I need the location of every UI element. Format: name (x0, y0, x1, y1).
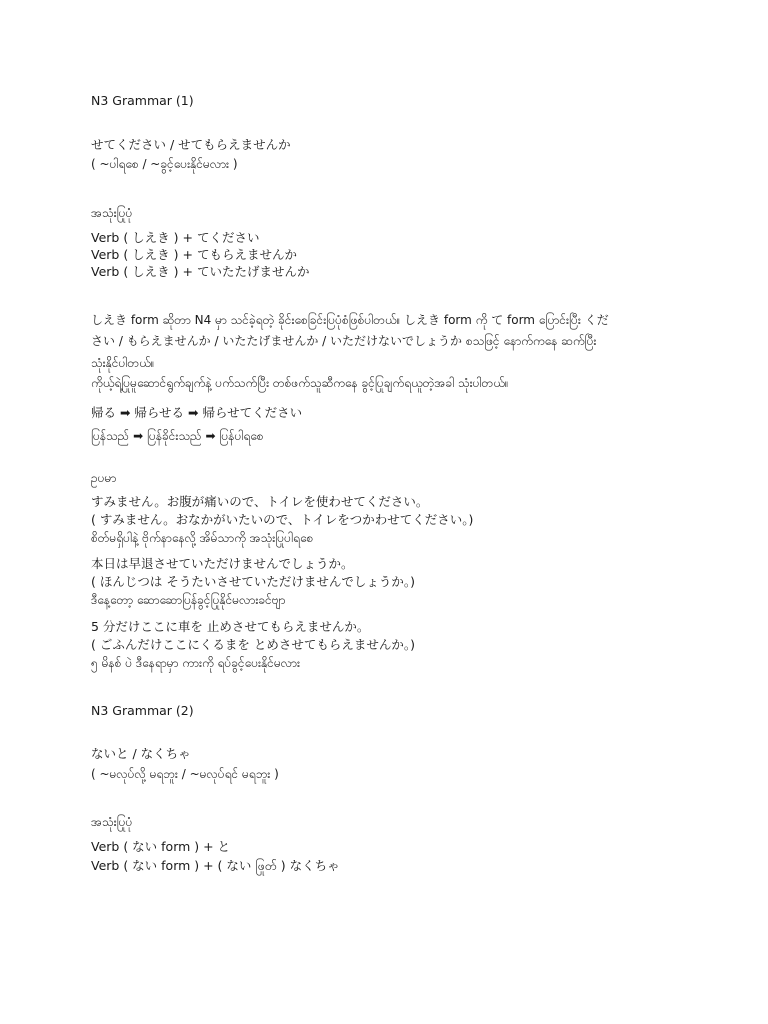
section2-usage-label: အသုံးပြုပုံ (91, 815, 133, 829)
section2-meaning: ( ~မလုပ်လို့ မရဘူး / ~မလုပ်ရင် မရဘူး ) (91, 767, 279, 781)
section2-pattern: ないと / なくちゃ (91, 746, 191, 761)
section1-flow-mm: ပြန်သည် ➡ ပြန်ခိုင်းသည် ➡ ပြန်ပါရစေ (91, 429, 264, 443)
example-kana: ( ほんじつは そうたいさせていただけませんでしょうか。) (91, 574, 415, 589)
section1-meaning: ( ~ပါရစေ / ~ခွင့်ပေးနိုင်မလား ) (91, 157, 238, 171)
section1-usage-label: အသုံးပြုပုံ (91, 206, 133, 220)
example-mm: ဒီနေ့တော့ ဆောဆောပြန်ခွင့်ပြုနိုင်မလားခင်ဗျာ (91, 593, 286, 607)
section1-explanation-line: さい / もらえませんか / いたたげませんか / いただけないでしょうか စသဖြင့် နောက်ကနေ ဆက်ပြီး (91, 334, 597, 348)
example-mm: စိတ်မရှိပါနဲ့ ဗိုက်နာနေလို့ အိမ်သာကို အသုံးပြုပါရစေ (91, 531, 314, 545)
section1-explanation-line: しえき form ဆိုတာ N4 မှာ သင်ခဲ့ရတဲ့ ခိုင်းစေခြင်းပြပုံစံဖြစ်ပါတယ်။ しえき form ကို て form ပြောင်းပြီး くだ (91, 313, 609, 327)
example-kana: ( ごふんだけここにくるまを とめさせてもらえませんか。) (91, 637, 415, 652)
section2-usage-line: Verb ( ない form ) + と (91, 839, 231, 854)
section1-heading: N3 Grammar (1) (91, 93, 194, 108)
section1-usage-line: Verb ( しえき ) + てください (91, 230, 260, 245)
example-jp: 本日は早退させていただけませんでしょうか。 (91, 556, 354, 571)
section1-usage-line: Verb ( しえき ) + ていたたげませんか (91, 264, 310, 279)
section1-flow-jp: 帰る ➡ 帰らせる ➡ 帰らせてください (91, 405, 303, 420)
example-jp: すみません。お腹が痛いので、トイレを使わせてください。 (91, 494, 429, 509)
section1-pattern: せてください / せてもらえませんか (91, 137, 291, 152)
example-mm: ၅ မိနစ် ပဲ ဒီနေရာမှာ ကားကို ရပ်ခွင့်ပေးနိုင်မလား (91, 656, 301, 670)
section1-explanation-line: ကိုယ့်ရဲ့ပြုမူဆောင်ရွက်ချက်နဲ့ ပက်သက်ပြီး တစ်ဖက်သူဆီကနေ ခွင့်ပြုချက်ရယူတဲ့အခါ သုံးပါတယ်။ (91, 376, 509, 390)
example-jp: 5 分だけここに車を 止めさせてもらえませんか。 (91, 619, 370, 634)
section1-explanation-line: သုံးနိုင်ပါတယ်။ (91, 356, 155, 370)
section1-usage-line: Verb ( しえき ) + てもらえませんか (91, 247, 297, 262)
section2-heading: N3 Grammar (2) (91, 703, 194, 718)
section2-usage-line: Verb ( ない form ) + ( ない ဖြုတ် ) なくちゃ (91, 858, 340, 873)
section1-example-label: ဥပမာ (91, 471, 117, 485)
example-kana: ( すみません。おなかがいたいので、トイレをつかわせてください。) (91, 512, 474, 527)
